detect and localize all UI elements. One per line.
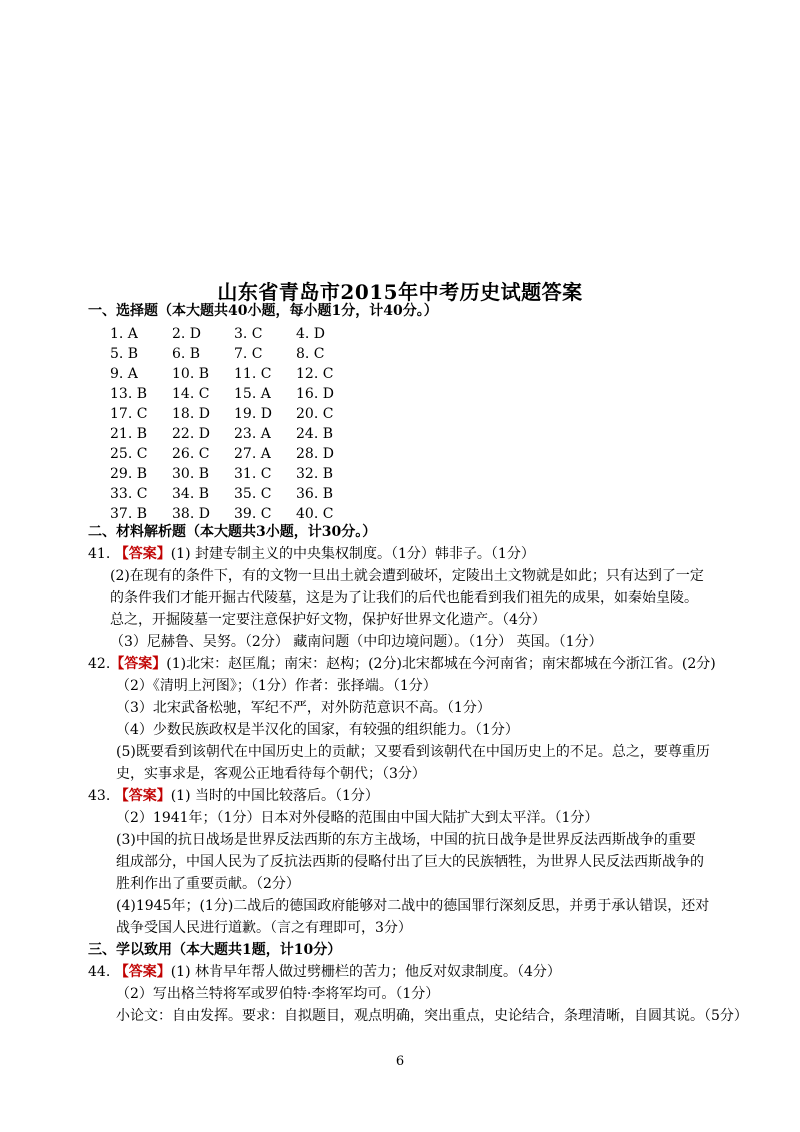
mc-answer: 38. D bbox=[172, 506, 210, 522]
mc-answer: 1. A bbox=[110, 326, 138, 342]
q41-number: 41. bbox=[88, 546, 111, 562]
section-heading-1: 一、选择题（本大题共40小题，每小题1分，计40分。） bbox=[88, 303, 438, 319]
answer-label: 【答案】 bbox=[114, 546, 171, 562]
q44-number: 44. bbox=[88, 964, 111, 980]
mc-answer: 31. C bbox=[234, 466, 272, 482]
answer-label: 【答案】 bbox=[114, 788, 171, 804]
q42-line-4: （4）少数民族政权是半汉化的国家，有较强的组织能力。（1分） bbox=[116, 722, 519, 738]
q43-number: 43. bbox=[88, 788, 111, 804]
mc-row bbox=[110, 344, 358, 364]
mc-row bbox=[110, 424, 358, 444]
mc-row bbox=[110, 504, 358, 524]
mc-row bbox=[110, 444, 358, 464]
mc-answer: 27. A bbox=[234, 446, 271, 462]
mc-answer: 32. B bbox=[296, 466, 334, 482]
mc-answer: 25. C bbox=[110, 446, 148, 462]
q43-line-3: (3)中国的抗日战场是世界反法西斯的东方主战场，中国的抗日战争是世界反法西斯战争的重要 bbox=[116, 832, 696, 848]
section-heading-2: 二、材料解析题（本大题共3小题，计30分。） bbox=[88, 524, 377, 540]
mc-answer: 17. C bbox=[110, 406, 148, 422]
mc-answer: 19. D bbox=[234, 406, 272, 422]
mc-answer: 5. B bbox=[110, 346, 139, 362]
mc-row bbox=[110, 404, 358, 424]
mc-answer: 40. C bbox=[296, 506, 334, 522]
q41-line-1 bbox=[88, 544, 535, 564]
mc-answer: 24. B bbox=[296, 426, 334, 442]
q42-text-1: (1)北宋：赵匡胤；南宋：赵构；(2分)北宋都城在今河南省；南宋都城在今浙江省。(2分) bbox=[166, 656, 716, 672]
q44-line-1 bbox=[88, 962, 561, 982]
page-title: 山东省青岛市2015年中考历史试题答案 bbox=[217, 280, 583, 304]
section-heading-3: 三、学以致用（本大题共1题，计10分） bbox=[88, 942, 342, 958]
q41-line-5: （3）尼赫鲁、吴努。（2分） 藏南问题（中印边境问题）。（1分） 英国。（1分） bbox=[110, 634, 603, 650]
mc-answer: 36. B bbox=[296, 486, 334, 502]
q43-line-1 bbox=[88, 786, 379, 806]
mc-answer: 14. C bbox=[172, 386, 210, 402]
mc-answer: 8. C bbox=[296, 346, 325, 362]
mc-answer: 12. C bbox=[296, 366, 334, 382]
mc-row bbox=[110, 324, 358, 344]
q44-line-2: （2）写出格兰特将军或罗伯特·李将军均可。（1分） bbox=[116, 986, 440, 1002]
mc-answer: 7. C bbox=[234, 346, 263, 362]
mc-row bbox=[110, 384, 358, 404]
mc-answer: 18. D bbox=[172, 406, 210, 422]
q44-text-1: (1) 林肯早年帮人做过劈栅栏的苦力；他反对奴隶制度。（4分） bbox=[170, 964, 561, 980]
mc-answer: 21. B bbox=[110, 426, 148, 442]
mc-answer: 29. B bbox=[110, 466, 148, 482]
mc-answer: 22. D bbox=[172, 426, 210, 442]
mc-answer: 6. B bbox=[172, 346, 201, 362]
answer-label: 【答案】 bbox=[110, 656, 167, 672]
q43-line-4: 组成部分，中国人民为了反抗法西斯的侵略付出了巨大的民族牺牲，为世界人民反法西斯战争的 bbox=[116, 854, 704, 870]
q41-line-4: 总之，开掘陵墓一定要注意保护好文物，保护好世界文化遗产。（4分） bbox=[110, 612, 546, 628]
mc-row bbox=[110, 364, 358, 384]
q41-line-2: (2)在现有的条件下，有的文物一旦出土就会遭到破坏，定陵出土文物就是如此；只有达到了一定 bbox=[110, 568, 704, 584]
mc-answer: 16. D bbox=[296, 386, 334, 402]
q43-line-6: (4)1945年；(1分)二战后的德国政府能够对二战中的德国罪行深刻反思，并勇于承认错误，还对 bbox=[116, 898, 710, 914]
mc-answer: 2. D bbox=[172, 326, 202, 342]
q43-text-1: (1) 当时的中国比较落后。（1分） bbox=[170, 788, 379, 804]
q44-line-3: 小论文：自由发挥。要求：自拟题目，观点明确，突出重点，史论结合，条理清晰，自圆其说。（5分） bbox=[116, 1008, 748, 1024]
mc-answer: 9. A bbox=[110, 366, 138, 382]
mc-answer: 3. C bbox=[234, 326, 263, 342]
mc-answer: 30. B bbox=[172, 466, 210, 482]
mc-answer: 35. C bbox=[234, 486, 272, 502]
answer-label: 【答案】 bbox=[114, 964, 171, 980]
q41-line-3: 的条件我们才能开掘古代陵墓，这是为了让我们的后代也能看到我们祖先的成果，如秦始皇陵。 bbox=[110, 590, 698, 606]
mc-answer: 15. A bbox=[234, 386, 271, 402]
mc-answer: 23. A bbox=[234, 426, 271, 442]
page-number: 6 bbox=[395, 1054, 405, 1069]
mc-answer: 39. C bbox=[234, 506, 272, 522]
q42-line-5: (5)既要看到该朝代在中国历史上的贡献；又要看到该朝代在中国历史上的不足。总之，要尊重历 bbox=[116, 744, 710, 760]
q43-line-2: （2）1941年；（1分）日本对外侵略的范围由中国大陆扩大到太平洋。（1分） bbox=[116, 810, 599, 826]
q42-line-2: （2）《清明上河图》；（1分）作者：张择端。（1分） bbox=[116, 678, 437, 694]
mc-answer: 33. C bbox=[110, 486, 148, 502]
mc-answer: 28. D bbox=[296, 446, 334, 462]
mc-answer: 13. B bbox=[110, 386, 148, 402]
mc-answer: 34. B bbox=[172, 486, 210, 502]
q43-line-7: 战争受国人民进行道歉。（言之有理即可，3分） bbox=[116, 920, 412, 936]
q41-text-1: (1) 封建专制主义的中央集权制度。（1分）韩非子。（1分） bbox=[170, 546, 535, 562]
mc-answer: 4. D bbox=[296, 326, 326, 342]
q42-line-1 bbox=[88, 654, 716, 674]
q42-line-3: （3）北宋武备松驰，军纪不严，对外防范意识不高。（1分） bbox=[116, 700, 491, 716]
mc-answer: 10. B bbox=[172, 366, 210, 382]
q42-number: 42. bbox=[88, 656, 111, 672]
mc-row bbox=[110, 464, 358, 484]
mc-answer: 26. C bbox=[172, 446, 210, 462]
q43-line-5: 胜利作出了重要贡献。（2分） bbox=[116, 876, 300, 892]
q42-line-6: 史，实事求是，客观公正地看待每个朝代；（3分） bbox=[116, 766, 426, 782]
mc-answer: 37. B bbox=[110, 506, 148, 522]
mc-row bbox=[110, 484, 358, 504]
mc-answer: 11. C bbox=[234, 366, 272, 382]
mc-answer: 20. C bbox=[296, 406, 334, 422]
